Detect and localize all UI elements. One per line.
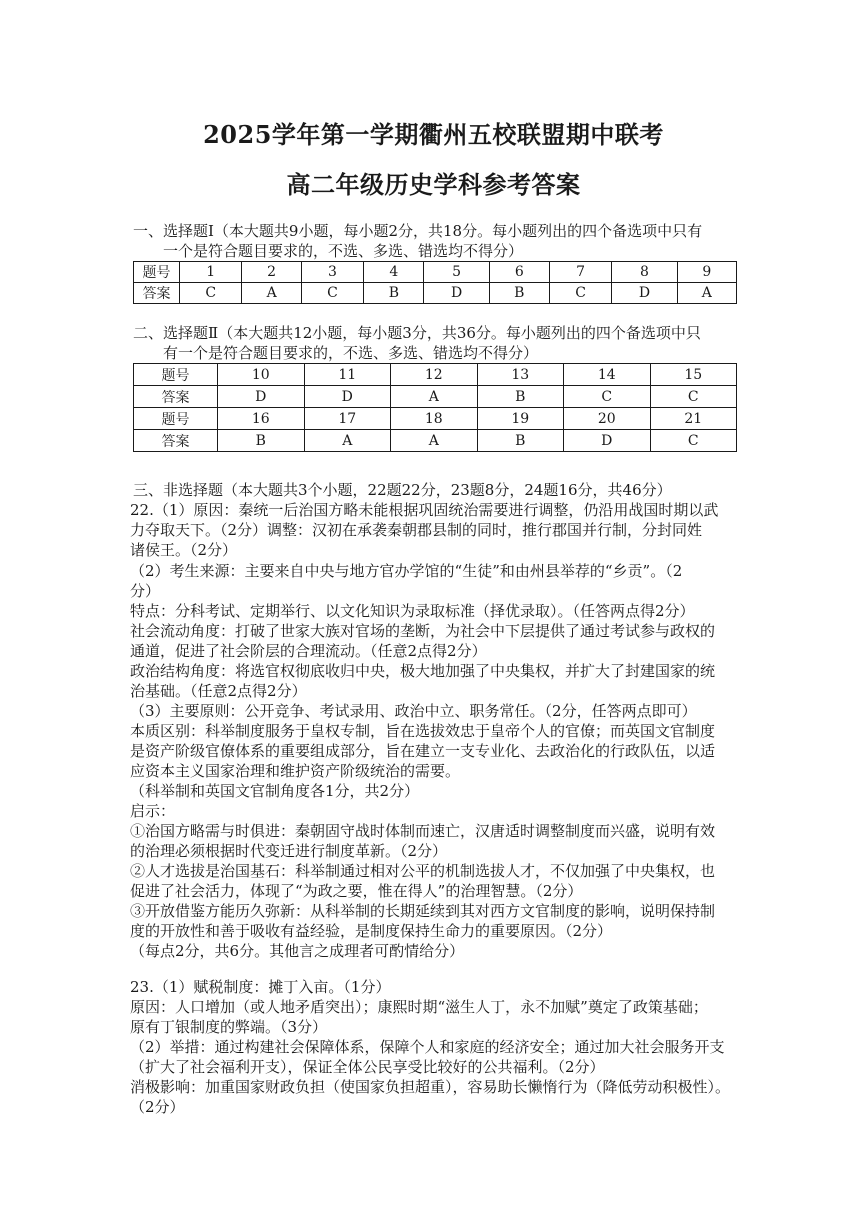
table-row bbox=[134, 386, 737, 408]
question-number: 19 bbox=[477, 408, 564, 430]
table-row bbox=[134, 408, 737, 430]
answer-text-line: （2）考生来源：主要来自中央与地方官办学馆的“生徒”和由州县举荐的“乡贡”。（2 bbox=[130, 562, 683, 580]
question-number: 10 bbox=[218, 364, 305, 386]
answer-cell: C bbox=[650, 386, 737, 408]
answer-cell: B bbox=[489, 283, 549, 304]
answer-text-line: 力夺取天下。（2分）调整：汉初在承袭秦朝郡县制的同时，推行郡国并行制，分封同姓 bbox=[130, 521, 703, 539]
answer-cell: D bbox=[304, 386, 391, 408]
question-number: 15 bbox=[650, 364, 737, 386]
question-number: 8 bbox=[612, 262, 677, 283]
answer-text-line: （2分） bbox=[130, 1098, 185, 1116]
answer-text-line: 应资本主义国家治理和维护资产阶级统治的需要。 bbox=[130, 762, 461, 780]
question-number: 3 bbox=[301, 262, 363, 283]
section1-heading-cont: 一个是符合题目要求的，不选、多选、错选均不得分） bbox=[163, 242, 524, 260]
section1-answer-table bbox=[133, 261, 737, 304]
question-number: 11 bbox=[304, 364, 391, 386]
row-label: 答案 bbox=[134, 386, 218, 408]
answer-text-line: （3）主要原则：公开竞争、考试录用、政治中立、职务常任。（2分，任答两点即可） bbox=[130, 702, 697, 720]
section2-heading: 二、选择题Ⅱ（本大题共12小题，每小题3分，共36分。每小题列出的四个备选项中只 bbox=[133, 324, 701, 342]
answer-text-line: 的治理必须根据时代变迁进行制度革新。（2分） bbox=[130, 842, 448, 860]
page-title: 2025学年第一学期衢州五校联盟期中联考 bbox=[203, 120, 664, 149]
answer-text-line: ③开放借鉴方能历久弥新：从科举制的长期延续到其对西方文官制度的影响，说明保持制 bbox=[130, 902, 716, 920]
answer-cell: D bbox=[612, 283, 677, 304]
answer-cell: B bbox=[364, 283, 424, 304]
question-number: 6 bbox=[489, 262, 549, 283]
question-number: 5 bbox=[424, 262, 489, 283]
answer-text-line: 原有丁银制度的弊端。（3分） bbox=[130, 1018, 328, 1036]
answer-text-line: 是资产阶级官僚体系的重要组成部分，旨在建立一支专业化、去政治化的行政队伍，以适 bbox=[130, 742, 716, 760]
answer-text-line: 社会流动角度：打破了世家大族对官场的垄断，为社会中下层提供了通过考试参与政权的 bbox=[130, 622, 716, 640]
question-number: 4 bbox=[364, 262, 424, 283]
answer-text-line: 促进了社会活力，体现了“为政之要，惟在得人”的治理智慧。（2分） bbox=[130, 882, 583, 900]
answer-text-line: 22.（1）原因：秦统一后治国方略未能根据巩固统治需要进行调整，仍沿用战国时期以武 bbox=[130, 501, 719, 519]
answer-text-line: 分） bbox=[130, 582, 161, 600]
answer-cell: B bbox=[477, 430, 564, 452]
answer-cell: C bbox=[549, 283, 611, 304]
answer-text-line: 消极影响：加重国家财政负担（使国家负担超重），容易助长懒惰行为（降低劳动积极性）。 bbox=[130, 1078, 731, 1096]
answer-text-line: 23.（1）赋税制度：摊丁入亩。（1分） bbox=[130, 978, 391, 996]
answer-text-line: 度的开放性和善于吸收有益经验，是制度保持生命力的重要原因。（2分） bbox=[130, 922, 613, 940]
question-number: 2 bbox=[242, 262, 301, 283]
answer-text-line: （扩大了社会福利开支），保证全体公民享受比较好的公共福利。（2分） bbox=[130, 1058, 605, 1076]
answer-cell: C bbox=[180, 283, 242, 304]
answer-text-line: 诸侯王。（2分） bbox=[130, 541, 238, 559]
table-row bbox=[134, 430, 737, 452]
answer-cell: A bbox=[304, 430, 391, 452]
answer-text-line: 特点：分科考试、定期举行、以文化知识为录取标准（择优录取）。（任答两点得2分） bbox=[130, 602, 695, 620]
answer-cell: A bbox=[242, 283, 301, 304]
question-number: 16 bbox=[218, 408, 305, 430]
answer-cell: A bbox=[391, 430, 478, 452]
question-number: 13 bbox=[477, 364, 564, 386]
question-number: 7 bbox=[549, 262, 611, 283]
page-subtitle: 高二年级历史学科参考答案 bbox=[286, 170, 581, 199]
row-label: 答案 bbox=[134, 283, 180, 304]
question-number: 1 bbox=[180, 262, 242, 283]
question-number: 9 bbox=[677, 262, 736, 283]
answer-cell: D bbox=[218, 386, 305, 408]
question-number: 14 bbox=[564, 364, 651, 386]
answer-text-line: 政治结构角度：将选官权彻底收归中央，极大地加强了中央集权，并扩大了封建国家的统 bbox=[130, 662, 716, 680]
question-number: 12 bbox=[391, 364, 478, 386]
answer-cell: D bbox=[564, 430, 651, 452]
row-label: 答案 bbox=[134, 430, 218, 452]
answer-text-line: 原因：人口增加（或人地矛盾突出）；康熙时期“滋生人丁，永不加赋”奠定了政策基础； bbox=[130, 998, 708, 1016]
section3-heading: 三、非选择题（本大题共3个小题，22题22分，23题8分，24题16分，共46分） bbox=[133, 481, 672, 499]
row-label: 题号 bbox=[134, 408, 218, 430]
answer-cell: A bbox=[391, 386, 478, 408]
row-label: 题号 bbox=[134, 262, 180, 283]
row-label: 题号 bbox=[134, 364, 218, 386]
answer-cell: A bbox=[677, 283, 736, 304]
answer-cell: C bbox=[650, 430, 737, 452]
answer-cell: C bbox=[301, 283, 363, 304]
table-row bbox=[134, 262, 737, 283]
answer-text-line: （科举制和英国文官制角度各1分，共2分） bbox=[130, 782, 420, 800]
answer-cell: B bbox=[218, 430, 305, 452]
question-number: 20 bbox=[564, 408, 651, 430]
answer-text-line: （2）举措：通过构建社会保障体系，保障个人和家庭的经济安全；通过加大社会服务开支 bbox=[130, 1038, 725, 1056]
answer-text-line: 本质区别：科举制度服务于皇权专制，旨在选拔效忠于皇帝个人的官僚；而英国文官制度 bbox=[130, 722, 716, 740]
section1-heading: 一、选择题Ⅰ（本大题共9小题，每小题2分，共18分。每小题列出的四个备选项中只有 bbox=[133, 222, 703, 240]
question-number: 18 bbox=[391, 408, 478, 430]
answer-cell: D bbox=[424, 283, 489, 304]
table-row bbox=[134, 364, 737, 386]
answer-text-line: 治基础。（任意2点得2分） bbox=[130, 682, 307, 700]
answer-text-line: 启示： bbox=[130, 802, 176, 820]
answer-text-line: ②人才选拔是治国基石：科举制通过相对公平的机制选拔人才，不仅加强了中央集权，也 bbox=[130, 862, 716, 880]
section2-answer-table bbox=[133, 363, 737, 452]
table-row bbox=[134, 283, 737, 304]
answer-cell: C bbox=[564, 386, 651, 408]
section2-heading-cont: 有一个是符合题目要求的，不选、多选、错选均不得分） bbox=[163, 344, 539, 362]
question-number: 21 bbox=[650, 408, 737, 430]
answer-text-line: 通道，促进了社会阶层的合理流动。（任意2点得2分） bbox=[130, 642, 487, 660]
answer-cell: B bbox=[477, 386, 564, 408]
answer-text-line: ①治国方略需与时俱进：秦朝固守战时体制而速亡，汉唐适时调整制度而兴盛，说明有效 bbox=[130, 822, 716, 840]
question-number: 17 bbox=[304, 408, 391, 430]
answer-text-line: （每点2分，共6分。其他言之成理者可酌情给分） bbox=[130, 942, 465, 960]
